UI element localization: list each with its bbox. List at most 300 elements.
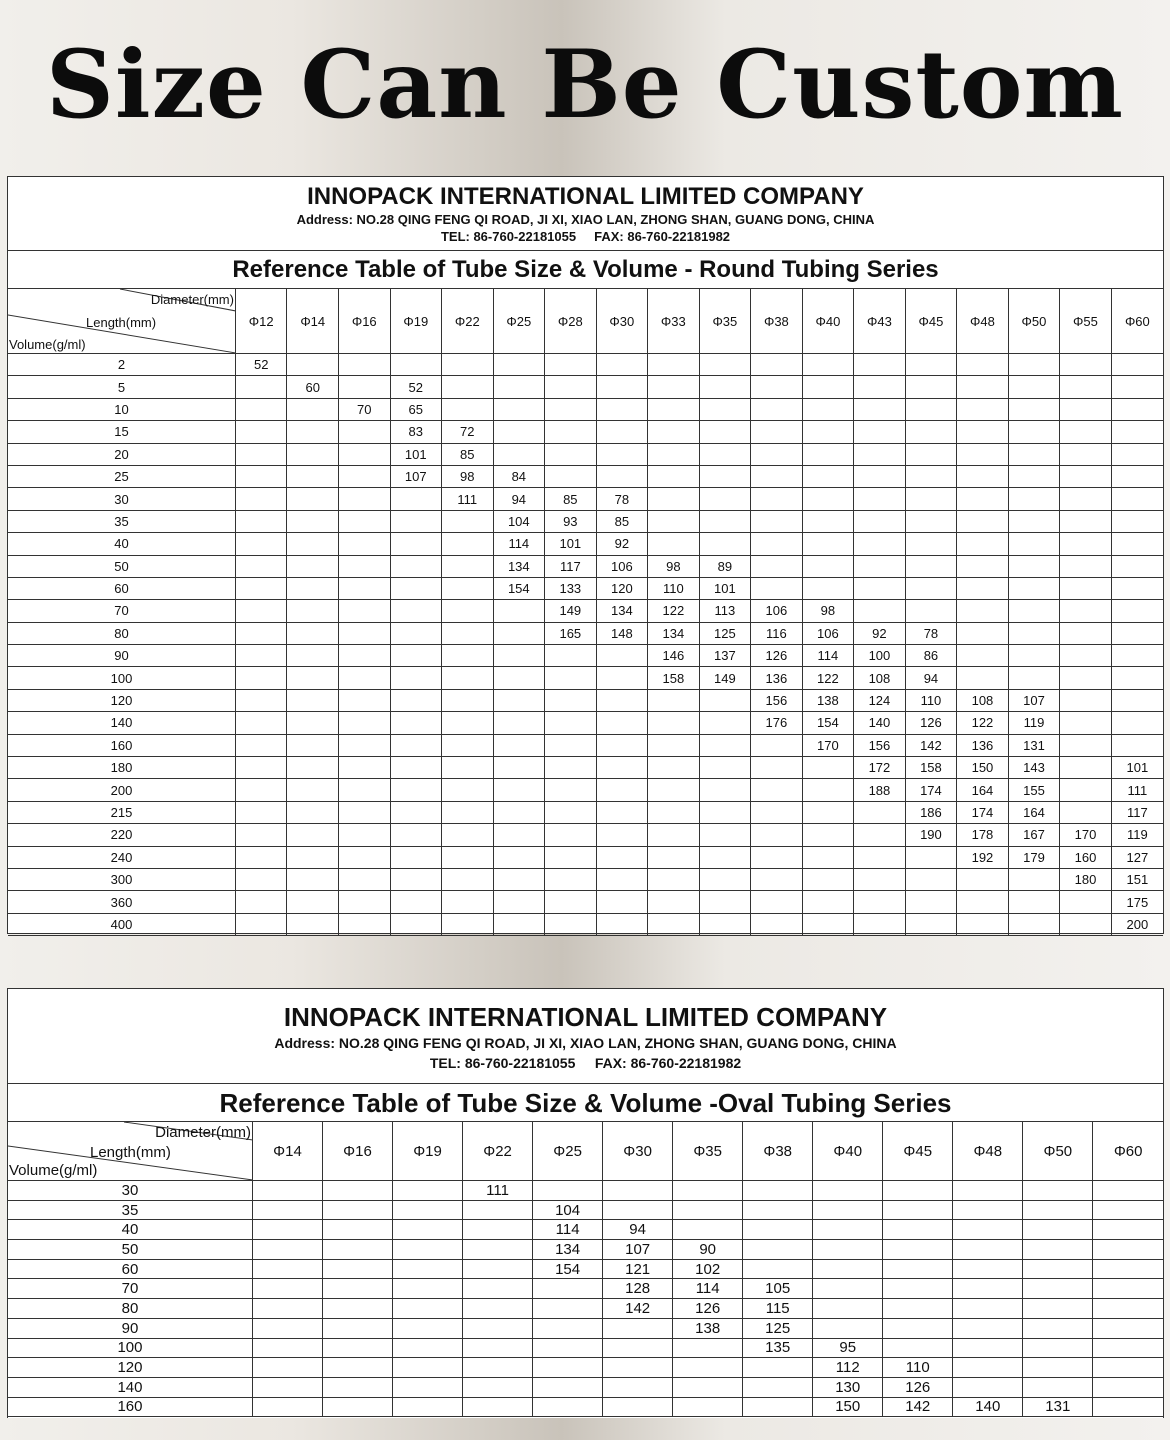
volume-cell: 50 bbox=[8, 1240, 252, 1260]
length-cell bbox=[235, 488, 287, 510]
table-row bbox=[8, 622, 1163, 644]
length-cell bbox=[545, 734, 597, 756]
length-cell bbox=[493, 689, 545, 711]
diameter-header: Φ30 bbox=[603, 1122, 673, 1181]
length-cell bbox=[1111, 533, 1163, 555]
table-row bbox=[8, 398, 1163, 420]
diameter-header: Φ33 bbox=[648, 289, 700, 354]
length-cell bbox=[463, 1358, 533, 1378]
length-cell: 112 bbox=[813, 1358, 883, 1378]
company-address: Address: NO.28 QING FENG QI ROAD, JI XI, XIAO LAN, ZHONG SHAN, GUANG DONG, CHINA bbox=[296, 212, 875, 227]
length-cell: 86 bbox=[905, 645, 957, 667]
length-cell: 134 bbox=[596, 600, 648, 622]
diameter-header: Φ60 bbox=[1111, 289, 1163, 354]
length-cell bbox=[545, 667, 597, 689]
table-row bbox=[8, 757, 1163, 779]
length-cell bbox=[252, 1181, 322, 1201]
length-cell: 125 bbox=[743, 1318, 813, 1338]
length-cell bbox=[442, 622, 494, 644]
length-cell: 137 bbox=[699, 645, 751, 667]
length-cell bbox=[235, 555, 287, 577]
length-cell bbox=[883, 1240, 953, 1260]
diameter-header: Φ38 bbox=[743, 1122, 813, 1181]
length-cell bbox=[751, 846, 803, 868]
length-cell bbox=[1060, 354, 1112, 376]
length-cell bbox=[1111, 354, 1163, 376]
length-cell: 200 bbox=[1111, 913, 1163, 935]
length-cell: 110 bbox=[883, 1358, 953, 1378]
length-cell bbox=[854, 824, 906, 846]
length-cell: 65 bbox=[390, 398, 442, 420]
length-cell: 111 bbox=[442, 488, 494, 510]
length-cell bbox=[339, 891, 391, 913]
length-cell bbox=[1093, 1259, 1163, 1279]
length-cell bbox=[235, 443, 287, 465]
length-cell bbox=[287, 443, 339, 465]
length-cell bbox=[1060, 645, 1112, 667]
length-cell bbox=[751, 891, 803, 913]
length-cell bbox=[390, 488, 442, 510]
table-row bbox=[8, 376, 1163, 398]
length-cell bbox=[854, 488, 906, 510]
volume-cell: 220 bbox=[8, 824, 235, 846]
length-cell bbox=[463, 1318, 533, 1338]
length-cell bbox=[1060, 398, 1112, 420]
length-cell bbox=[235, 421, 287, 443]
volume-cell: 200 bbox=[8, 779, 235, 801]
length-cell: 110 bbox=[648, 577, 700, 599]
length-cell bbox=[802, 913, 854, 935]
length-cell bbox=[442, 510, 494, 532]
length-cell bbox=[322, 1200, 392, 1220]
diameter-header: Φ28 bbox=[545, 289, 597, 354]
length-cell bbox=[648, 510, 700, 532]
length-cell bbox=[802, 443, 854, 465]
company-contact: TEL: 86-760-22181055 FAX: 86-760-22181982 bbox=[440, 229, 731, 244]
length-cell: 154 bbox=[533, 1259, 603, 1279]
length-cell: 178 bbox=[957, 824, 1009, 846]
diameter-header: Φ50 bbox=[1008, 289, 1060, 354]
length-cell bbox=[1111, 622, 1163, 644]
length-cell bbox=[751, 801, 803, 823]
length-cell bbox=[802, 398, 854, 420]
length-cell bbox=[743, 1240, 813, 1260]
length-cell: 105 bbox=[743, 1279, 813, 1299]
length-cell bbox=[1060, 689, 1112, 711]
length-cell bbox=[390, 891, 442, 913]
length-cell: 104 bbox=[533, 1200, 603, 1220]
length-cell bbox=[390, 622, 442, 644]
length-cell: 110 bbox=[905, 689, 957, 711]
length-cell bbox=[743, 1181, 813, 1201]
length-cell bbox=[1060, 421, 1112, 443]
length-cell bbox=[390, 846, 442, 868]
length-cell bbox=[673, 1220, 743, 1240]
length-cell bbox=[802, 801, 854, 823]
length-cell bbox=[802, 577, 854, 599]
length-cell bbox=[596, 913, 648, 935]
length-cell bbox=[235, 712, 287, 734]
length-cell bbox=[802, 421, 854, 443]
length-cell: 52 bbox=[390, 376, 442, 398]
length-cell bbox=[751, 398, 803, 420]
length-cell bbox=[463, 1338, 533, 1358]
length-cell bbox=[533, 1377, 603, 1397]
length-cell bbox=[802, 846, 854, 868]
length-cell: 92 bbox=[854, 622, 906, 644]
length-cell bbox=[883, 1318, 953, 1338]
length-cell bbox=[533, 1181, 603, 1201]
length-cell bbox=[1060, 801, 1112, 823]
length-cell bbox=[287, 533, 339, 555]
length-cell bbox=[1111, 667, 1163, 689]
length-cell bbox=[699, 801, 751, 823]
table-row bbox=[8, 577, 1163, 599]
length-cell bbox=[390, 801, 442, 823]
banner bbox=[0, 0, 1170, 170]
length-cell bbox=[322, 1279, 392, 1299]
diameter-header: Φ43 bbox=[854, 289, 906, 354]
length-cell bbox=[493, 801, 545, 823]
length-cell bbox=[1060, 667, 1112, 689]
volume-cell: 35 bbox=[8, 1200, 252, 1220]
diameter-header: Φ25 bbox=[493, 289, 545, 354]
length-cell bbox=[953, 1299, 1023, 1319]
length-cell bbox=[854, 577, 906, 599]
length-cell bbox=[1023, 1279, 1093, 1299]
length-cell bbox=[1008, 555, 1060, 577]
length-cell bbox=[883, 1200, 953, 1220]
round-table-title: Reference Table of Tube Size & Volume - Round Tubing Series bbox=[8, 251, 1163, 289]
table-row bbox=[8, 689, 1163, 711]
length-cell bbox=[339, 510, 391, 532]
banner-title: Size Can Be Custom bbox=[46, 30, 1124, 140]
length-cell bbox=[235, 779, 287, 801]
length-cell: 126 bbox=[905, 712, 957, 734]
length-cell: 119 bbox=[1008, 712, 1060, 734]
length-cell bbox=[442, 577, 494, 599]
table-row bbox=[8, 1220, 1163, 1240]
length-cell bbox=[596, 667, 648, 689]
length-cell: 154 bbox=[802, 712, 854, 734]
length-cell bbox=[252, 1377, 322, 1397]
table-row bbox=[8, 600, 1163, 622]
length-cell: 188 bbox=[854, 779, 906, 801]
diameter-header: Φ19 bbox=[390, 289, 442, 354]
table-row bbox=[8, 801, 1163, 823]
length-cell: 119 bbox=[1111, 824, 1163, 846]
corner-header bbox=[8, 1122, 252, 1181]
length-cell bbox=[339, 443, 391, 465]
length-cell: 83 bbox=[390, 421, 442, 443]
length-cell bbox=[235, 913, 287, 935]
length-cell bbox=[1111, 510, 1163, 532]
length-cell bbox=[252, 1240, 322, 1260]
length-cell bbox=[1008, 533, 1060, 555]
length-cell bbox=[699, 421, 751, 443]
length-cell: 126 bbox=[883, 1377, 953, 1397]
length-cell bbox=[957, 488, 1009, 510]
length-cell: 122 bbox=[648, 600, 700, 622]
length-cell bbox=[390, 689, 442, 711]
length-cell bbox=[699, 868, 751, 890]
length-cell bbox=[854, 376, 906, 398]
diameter-label: Diameter(mm) bbox=[155, 1124, 251, 1141]
length-cell bbox=[235, 533, 287, 555]
length-cell bbox=[596, 779, 648, 801]
length-cell bbox=[442, 689, 494, 711]
length-cell bbox=[252, 1318, 322, 1338]
length-cell bbox=[1060, 510, 1112, 532]
length-cell: 116 bbox=[751, 622, 803, 644]
length-cell bbox=[287, 398, 339, 420]
diameter-header: Φ30 bbox=[596, 289, 648, 354]
length-cell bbox=[339, 779, 391, 801]
length-cell bbox=[854, 600, 906, 622]
length-cell: 150 bbox=[957, 757, 1009, 779]
length-cell bbox=[673, 1397, 743, 1417]
length-cell bbox=[648, 868, 700, 890]
length-cell bbox=[854, 510, 906, 532]
length-cell: 114 bbox=[493, 533, 545, 555]
length-cell bbox=[596, 824, 648, 846]
length-cell bbox=[699, 779, 751, 801]
length-cell bbox=[339, 600, 391, 622]
length-cell bbox=[339, 645, 391, 667]
length-cell bbox=[905, 891, 957, 913]
length-cell bbox=[1023, 1200, 1093, 1220]
length-cell bbox=[390, 757, 442, 779]
length-cell bbox=[235, 846, 287, 868]
length-cell: 89 bbox=[699, 555, 751, 577]
length-cell: 170 bbox=[1060, 824, 1112, 846]
length-cell bbox=[390, 555, 442, 577]
length-cell: 78 bbox=[596, 488, 648, 510]
diameter-header: Φ25 bbox=[533, 1122, 603, 1181]
length-cell bbox=[699, 465, 751, 487]
length-cell bbox=[596, 376, 648, 398]
length-cell bbox=[390, 667, 442, 689]
length-cell bbox=[287, 712, 339, 734]
table-row bbox=[8, 533, 1163, 555]
length-cell: 113 bbox=[699, 600, 751, 622]
length-cell bbox=[1008, 645, 1060, 667]
length-cell: 98 bbox=[442, 465, 494, 487]
length-cell bbox=[235, 801, 287, 823]
length-cell bbox=[235, 891, 287, 913]
length-cell bbox=[603, 1377, 673, 1397]
length-cell: 100 bbox=[854, 645, 906, 667]
length-cell bbox=[953, 1259, 1023, 1279]
length-cell bbox=[493, 734, 545, 756]
oval-table-title: Reference Table of Tube Size & Volume -Oval Tubing Series bbox=[8, 1084, 1163, 1122]
volume-cell: 300 bbox=[8, 868, 235, 890]
length-cell bbox=[545, 398, 597, 420]
length-cell bbox=[905, 398, 957, 420]
length-cell: 154 bbox=[493, 577, 545, 599]
length-cell bbox=[1111, 555, 1163, 577]
length-cell bbox=[339, 354, 391, 376]
length-cell bbox=[854, 846, 906, 868]
length-cell bbox=[1093, 1279, 1163, 1299]
length-cell bbox=[699, 354, 751, 376]
length-cell bbox=[339, 712, 391, 734]
length-cell bbox=[287, 577, 339, 599]
length-cell: 111 bbox=[1111, 779, 1163, 801]
length-cell bbox=[957, 376, 1009, 398]
length-cell bbox=[854, 891, 906, 913]
company-header bbox=[8, 177, 1163, 251]
length-cell bbox=[953, 1279, 1023, 1299]
length-cell bbox=[442, 533, 494, 555]
length-cell bbox=[545, 779, 597, 801]
length-cell bbox=[883, 1220, 953, 1240]
length-cell bbox=[699, 757, 751, 779]
length-cell bbox=[1111, 712, 1163, 734]
length-cell: 108 bbox=[957, 689, 1009, 711]
volume-cell: 100 bbox=[8, 667, 235, 689]
volume-cell: 15 bbox=[8, 421, 235, 443]
volume-cell: 180 bbox=[8, 757, 235, 779]
length-cell bbox=[339, 757, 391, 779]
length-cell bbox=[339, 376, 391, 398]
length-cell bbox=[235, 376, 287, 398]
length-cell: 94 bbox=[493, 488, 545, 510]
length-cell bbox=[442, 712, 494, 734]
length-cell: 114 bbox=[673, 1279, 743, 1299]
length-cell bbox=[813, 1240, 883, 1260]
length-cell bbox=[957, 354, 1009, 376]
length-cell bbox=[1111, 465, 1163, 487]
length-cell: 143 bbox=[1008, 757, 1060, 779]
length-cell bbox=[339, 689, 391, 711]
length-cell bbox=[1093, 1181, 1163, 1201]
length-cell bbox=[802, 354, 854, 376]
length-cell bbox=[813, 1259, 883, 1279]
length-cell bbox=[648, 824, 700, 846]
length-cell bbox=[287, 354, 339, 376]
length-cell bbox=[648, 465, 700, 487]
length-cell: 85 bbox=[442, 443, 494, 465]
diameter-header: Φ35 bbox=[699, 289, 751, 354]
length-cell bbox=[545, 354, 597, 376]
length-cell bbox=[883, 1279, 953, 1299]
length-cell bbox=[1111, 689, 1163, 711]
length-cell: 149 bbox=[699, 667, 751, 689]
length-cell: 174 bbox=[957, 801, 1009, 823]
length-cell: 140 bbox=[953, 1397, 1023, 1417]
length-cell: 117 bbox=[1111, 801, 1163, 823]
length-cell bbox=[235, 622, 287, 644]
length-cell bbox=[648, 779, 700, 801]
length-cell bbox=[648, 846, 700, 868]
length-cell bbox=[751, 443, 803, 465]
volume-cell: 30 bbox=[8, 488, 235, 510]
length-cell bbox=[802, 891, 854, 913]
length-cell bbox=[493, 443, 545, 465]
length-cell: 117 bbox=[545, 555, 597, 577]
length-cell bbox=[545, 913, 597, 935]
length-cell bbox=[854, 398, 906, 420]
volume-cell: 80 bbox=[8, 1299, 252, 1319]
length-cell: 151 bbox=[1111, 868, 1163, 890]
volume-cell: 80 bbox=[8, 622, 235, 644]
length-cell bbox=[699, 398, 751, 420]
length-cell bbox=[339, 577, 391, 599]
length-cell bbox=[957, 913, 1009, 935]
table-row bbox=[8, 1200, 1163, 1220]
length-cell bbox=[442, 891, 494, 913]
length-cell bbox=[533, 1279, 603, 1299]
length-cell bbox=[751, 421, 803, 443]
length-cell: 136 bbox=[751, 667, 803, 689]
length-cell: 190 bbox=[905, 824, 957, 846]
table-row bbox=[8, 1397, 1163, 1417]
length-cell: 156 bbox=[854, 734, 906, 756]
length-cell bbox=[1008, 398, 1060, 420]
length-cell bbox=[596, 645, 648, 667]
length-cell: 138 bbox=[802, 689, 854, 711]
volume-cell: 100 bbox=[8, 1338, 252, 1358]
length-cell: 126 bbox=[751, 645, 803, 667]
volume-cell: 140 bbox=[8, 712, 235, 734]
length-cell bbox=[751, 577, 803, 599]
length-cell bbox=[1008, 622, 1060, 644]
length-cell bbox=[252, 1358, 322, 1378]
length-cell bbox=[802, 824, 854, 846]
length-cell bbox=[287, 779, 339, 801]
table-row bbox=[8, 667, 1163, 689]
length-cell bbox=[339, 846, 391, 868]
length-cell bbox=[322, 1181, 392, 1201]
length-cell bbox=[493, 667, 545, 689]
length-cell bbox=[1060, 734, 1112, 756]
length-cell: 149 bbox=[545, 600, 597, 622]
table-row bbox=[8, 824, 1163, 846]
length-cell bbox=[390, 600, 442, 622]
length-cell: 107 bbox=[603, 1240, 673, 1260]
company-header bbox=[8, 989, 1163, 1084]
length-cell bbox=[813, 1279, 883, 1299]
length-cell bbox=[813, 1318, 883, 1338]
length-cell bbox=[1093, 1200, 1163, 1220]
length-cell bbox=[596, 891, 648, 913]
length-cell: 60 bbox=[287, 376, 339, 398]
table-row bbox=[8, 1279, 1163, 1299]
length-cell: 122 bbox=[957, 712, 1009, 734]
length-cell bbox=[1060, 465, 1112, 487]
length-cell: 146 bbox=[648, 645, 700, 667]
volume-cell: 160 bbox=[8, 734, 235, 756]
length-cell bbox=[1008, 354, 1060, 376]
table-row bbox=[8, 1299, 1163, 1319]
table-row bbox=[8, 1181, 1163, 1201]
volume-cell: 90 bbox=[8, 1318, 252, 1338]
length-cell bbox=[339, 801, 391, 823]
length-cell bbox=[648, 891, 700, 913]
length-cell bbox=[854, 801, 906, 823]
length-cell bbox=[1008, 577, 1060, 599]
length-cell bbox=[235, 465, 287, 487]
length-cell bbox=[393, 1181, 463, 1201]
length-cell: 94 bbox=[905, 667, 957, 689]
length-cell bbox=[393, 1377, 463, 1397]
length-cell bbox=[393, 1397, 463, 1417]
length-cell bbox=[1093, 1240, 1163, 1260]
length-cell bbox=[1008, 868, 1060, 890]
length-cell bbox=[339, 488, 391, 510]
length-cell bbox=[235, 645, 287, 667]
